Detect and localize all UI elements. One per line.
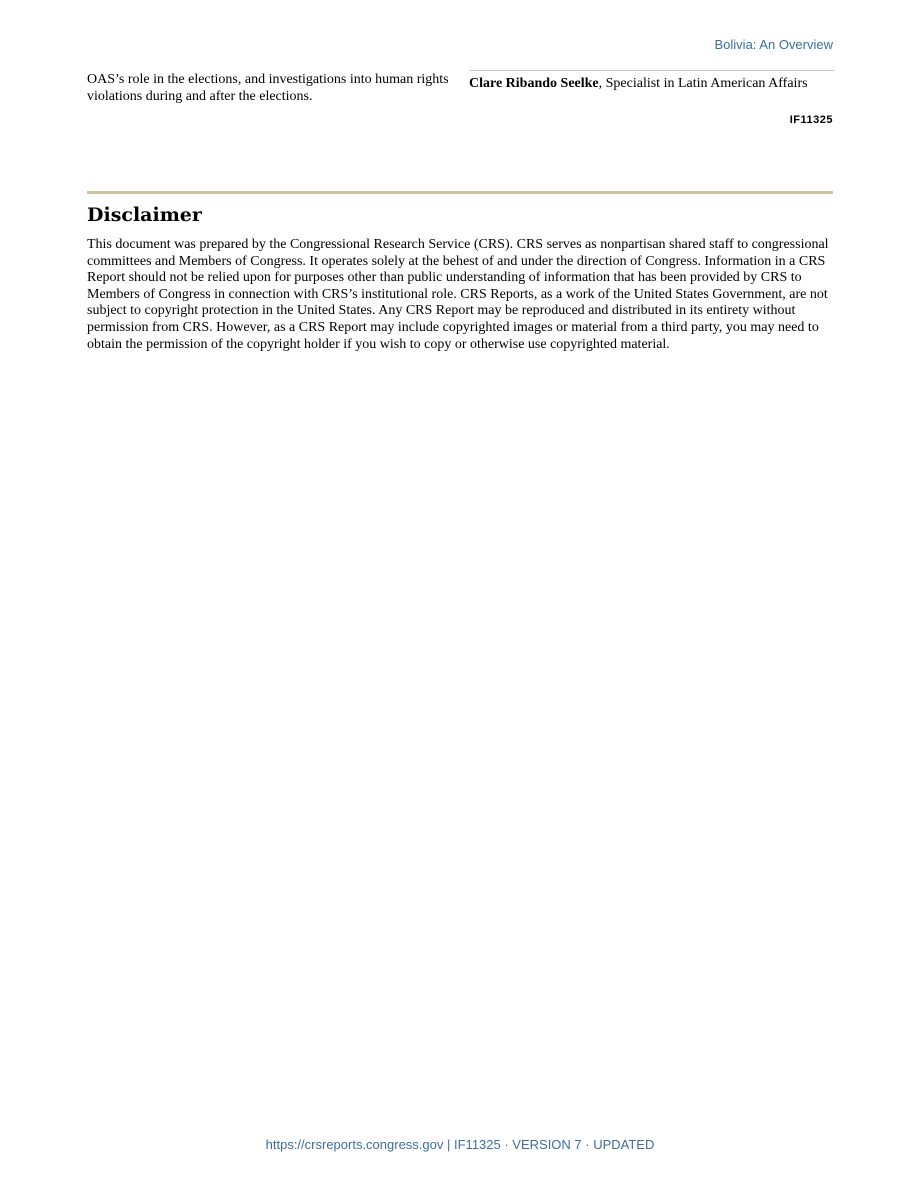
page-footer — [0, 1137, 920, 1152]
continuation-paragraph: OAS’s role in the elections, and investigations into human rights violations during and after the elections. — [87, 72, 449, 104]
disclaimer-heading: Disclaimer — [87, 204, 202, 226]
author-name: Clare Ribando Seelke — [469, 76, 599, 91]
disclaimer-text: This document was prepared by the Congressional Research Service (CRS). CRS serves as nonpartisan shared staff to congressional committees and Members of Congress. It operates solely at the behest of and under the direction of Congress. Information in a CRS Report should not be relied upon for purposes other than public understanding of information that has been provided by CRS to Members of Congress in connection with CRS’s institutional role. CRS Reports, as a work of the United States Government, are not subject to copyright protection in the United States. Any CRS Report may be reproduced and distributed in its entirety without permission from CRS. However, as a CRS Report may include copyrighted images or material from a third party, you may need to obtain the permission of the copyright holder if you wish to copy or otherwise use copyrighted material. — [87, 237, 829, 352]
report-id: IF11325 — [789, 114, 833, 126]
footer-meta: IF11325 · VERSION 7 · UPDATED — [454, 1137, 655, 1152]
author-block — [469, 70, 835, 93]
author-title: , Specialist in Latin American Affairs — [598, 76, 808, 91]
footer-separator: | — [443, 1137, 454, 1152]
section-divider — [87, 191, 833, 194]
running-header: Bolivia: An Overview — [714, 37, 833, 52]
crs-reports-link[interactable]: https://crsreports.congress.gov — [265, 1137, 444, 1152]
